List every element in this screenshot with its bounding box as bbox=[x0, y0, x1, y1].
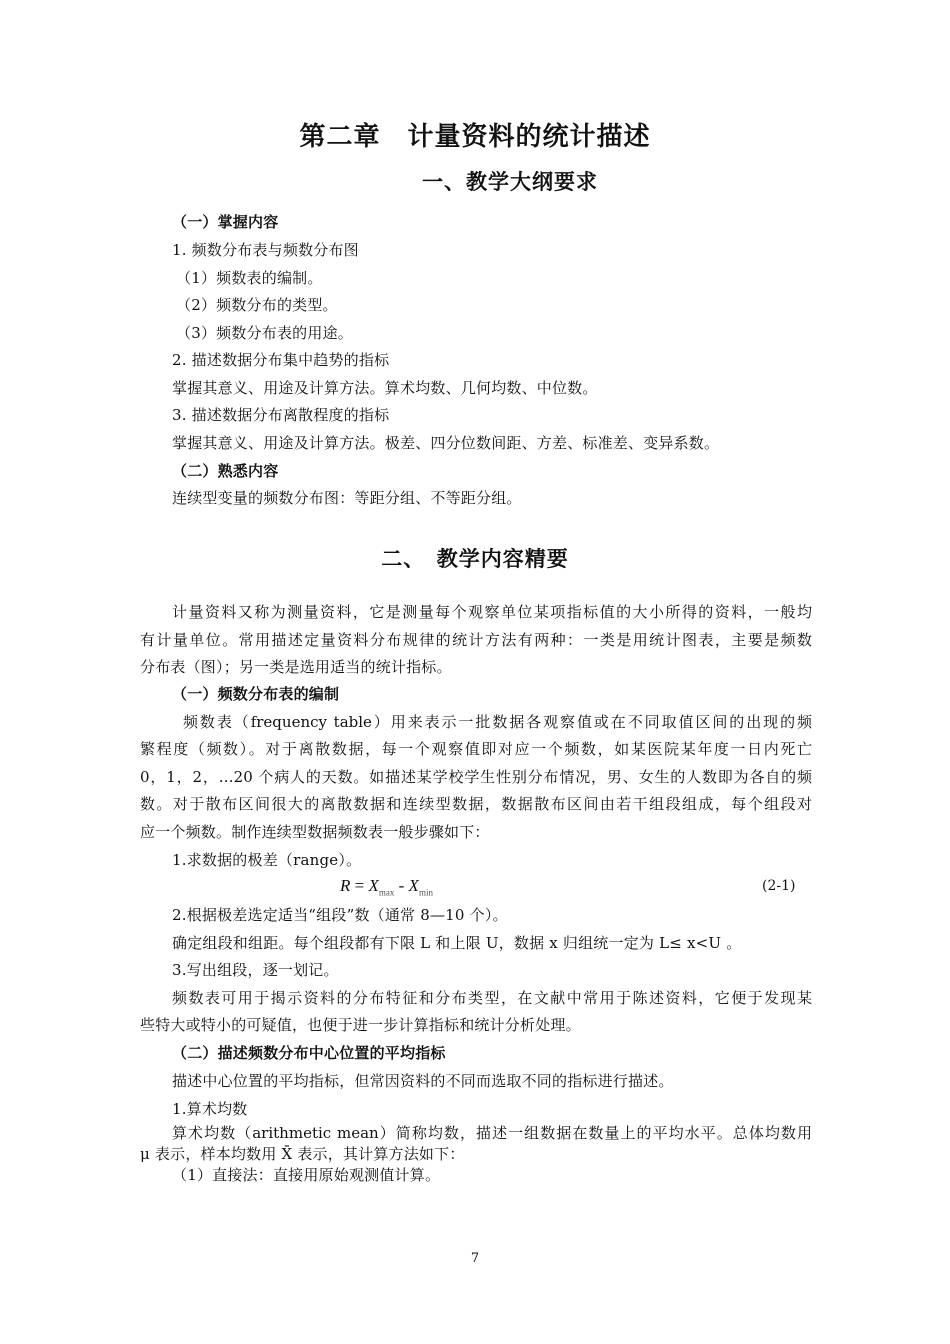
paragraph-line: 频数表可用于揭示资料的分布特征和分布类型，在文献中常用于陈述资料，它便于发现某 bbox=[172, 989, 812, 1007]
step-2-detail: 确定组段和组距。每个组段都有下限 L 和上限 U，数据 x 归组统一定为 L≤ x<U 。 bbox=[172, 934, 742, 952]
paragraph-line: 频数表（frequency table）用来表示一批数据各观察值或在不同取值区间的出现的频 bbox=[183, 713, 812, 731]
list-item: （3）频数分布表的用途。 bbox=[176, 324, 353, 342]
equation-number: (2-1) bbox=[762, 878, 796, 894]
familiar-heading: （二）熟悉内容 bbox=[172, 462, 279, 480]
familiar-text: 连续型变量的频数分布图：等距分组、不等距分组。 bbox=[172, 489, 522, 507]
list-item: 2. 描述数据分布集中趋势的指标 bbox=[172, 351, 390, 369]
list-item: 掌握其意义、用途及计算方法。极差、四分位数间距、方差、标准差、变异系数。 bbox=[172, 434, 720, 452]
paragraph-line: 算术均数（arithmetic mean）简称均数，描述一组数据在数量上的平均水平。总体均数用 bbox=[172, 1124, 812, 1142]
sub2-heading: （二）描述频数分布中心位置的平均指标 bbox=[172, 1044, 446, 1062]
mean-heading: 1.算术均数 bbox=[172, 1100, 248, 1118]
formula-minus: - bbox=[394, 876, 409, 895]
step-3: 3.写出组段，逐一划记。 bbox=[172, 961, 339, 979]
list-item: （2）频数分布的类型。 bbox=[176, 296, 338, 314]
formula-sub-min: min bbox=[418, 887, 433, 898]
intro-line: 分布表（图）；另一类是选用适当的统计指标。 bbox=[140, 658, 452, 676]
master-heading: （一）掌握内容 bbox=[172, 213, 279, 231]
page-number: 7 bbox=[470, 1251, 480, 1266]
direct-method: （1）直接法：直接用原始观测值计算。 bbox=[172, 1166, 441, 1184]
step-2: 2.根据极差选定适当“组段”数（通常 8—10 个）。 bbox=[172, 906, 508, 924]
list-item: 3. 描述数据分布离散程度的指标 bbox=[172, 406, 390, 424]
section1-heading: 一、教学大纲要求 bbox=[422, 170, 598, 194]
sub2-intro: 描述中心位置的平均指标，但常因资料的不同而选取不同的指标进行描述。 bbox=[172, 1072, 674, 1090]
intro-line: 有计量单位。常用描述定量资料分布规律的统计方法有两种：一类是用统计图表，主要是频数 bbox=[140, 631, 812, 649]
paragraph-line: 繁程度（频数）。对于离散数据，每一个观察值即对应一个频数，如某医院某年度一日内死亡 bbox=[140, 740, 812, 758]
paragraph-line: 0，1，2，…20 个病人的天数。如描述某学校学生性别分布情况，男、女生的人数即为各自的频 bbox=[140, 768, 812, 786]
list-item: 1. 频数分布表与频数分布图 bbox=[172, 241, 359, 259]
paragraph-line: μ 表示，样本均数用 X̄ 表示，其计算方法如下： bbox=[140, 1145, 465, 1163]
sub1-heading: （一）频数分布表的编制 bbox=[172, 685, 340, 703]
list-item: （1）频数表的编制。 bbox=[176, 269, 323, 287]
step-1: 1.求数据的极差（range）。 bbox=[172, 851, 362, 869]
section2-heading: 二、 教学内容精要 bbox=[381, 547, 569, 571]
formula-lhs: R bbox=[340, 876, 351, 895]
paragraph-line: 数。对于散布区间很大的离散数据和连续型数据，数据散布区间由若干组段组成，每个组段对 bbox=[140, 795, 812, 813]
formula-x2: X bbox=[408, 876, 419, 895]
chapter-title: 第二章 计量资料的统计描述 bbox=[299, 122, 651, 152]
range-formula bbox=[340, 876, 433, 897]
formula-x1: X bbox=[368, 876, 379, 895]
formula-eq: = bbox=[350, 876, 369, 895]
paragraph-line: 些特大或特小的可疑值，也便于进一步计算指标和统计分析处理。 bbox=[140, 1016, 581, 1034]
list-item: 掌握其意义、用途及计算方法。算术均数、几何均数、中位数。 bbox=[172, 379, 598, 397]
intro-line: 计量资料又称为测量资料，它是测量每个观察单位某项指标值的大小所得的资料，一般均 bbox=[172, 603, 812, 621]
formula-sub-max: max bbox=[378, 887, 395, 898]
paragraph-line: 应一个频数。制作连续型数据频数表一般步骤如下： bbox=[140, 823, 490, 841]
